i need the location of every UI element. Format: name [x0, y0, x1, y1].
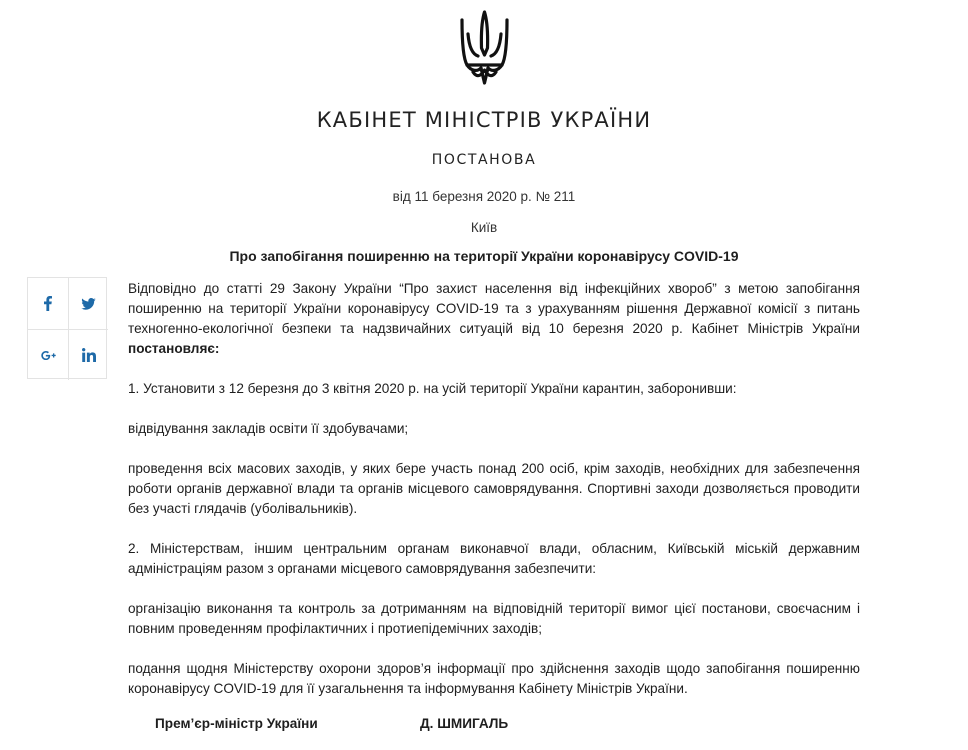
- share-linkedin-button[interactable]: [68, 329, 108, 380]
- document-date: від 11 березня 2020 р. № 211: [392, 189, 576, 204]
- share-twitter-button[interactable]: [68, 278, 108, 329]
- paragraph-5: організацію виконання та контроль за дотриманням на відповідній території вимог цієї постанови, своєчасним і повним проведенням профілактичних і протиепідемічних заходів;: [128, 601, 860, 636]
- signature-position: Прем’єр-міністр України: [155, 716, 318, 731]
- paragraph-3: проведення всіх масових заходів, у яких бере участь понад 200 осіб, крім заходів, необхідних для забезпечення роботи органів державної влади та органів місцевого самоврядування. Спортивні заходи дозволяється проводити без участі глядачів (уболівальників).: [128, 461, 860, 516]
- signature-name: Д. ШМИГАЛЬ: [420, 716, 509, 731]
- resolves-label: постановляє:: [128, 341, 220, 356]
- paragraph-intro: [128, 279, 860, 359]
- share-facebook-button[interactable]: [28, 278, 68, 329]
- paragraph-6: подання щодня Міністерству охорони здоров’я інформації про здійснення заходів щодо запобігання поширенню коронавірусу COVID-19 для її узагальнення та інформування Кабінету Міністрів України.: [128, 661, 860, 696]
- linkedin-icon: [82, 348, 96, 362]
- document-type: ПОСТАНОВА: [431, 152, 537, 168]
- trident-emblem: [459, 10, 510, 85]
- document-title: Про запобігання поширенню на території України коронавірусу COVID-19: [229, 248, 739, 264]
- share-panel: [27, 277, 107, 379]
- share-google-plus-button[interactable]: [28, 329, 68, 380]
- paragraph-4: 2. Міністерствам, іншим центральним органам виконавчої влади, обласним, Київській міській державним адміністраціям разом з органами місцевого самоврядування забезпечити:: [128, 541, 860, 576]
- document-body: [128, 279, 860, 719]
- twitter-icon: [81, 298, 96, 310]
- paragraph-1: 1. Установити з 12 березня до 3 квітня 2020 р. на усій території України карантин, заборонивши:: [128, 381, 737, 396]
- facebook-icon: [44, 296, 52, 311]
- google-plus-icon: [41, 351, 56, 360]
- intro-text: Відповідно до статті 29 Закону України “Про захист населення від інфекційних хвороб” з метою запобігання поширенню на території України коронавірусу COVID-19 та з урахуванням рішення Державної комісії з питань техногенно-екологічної безпеки та надзвичайних ситуацій від 10 березня 2020 р. Кабінет Міністрів України: [128, 281, 860, 336]
- organization-name: КАБІНЕТ МІНІСТРІВ УКРАЇНИ: [316, 108, 652, 132]
- document-place: Київ: [470, 220, 498, 235]
- paragraph-2: відвідування закладів освіти її здобувачами;: [128, 421, 409, 436]
